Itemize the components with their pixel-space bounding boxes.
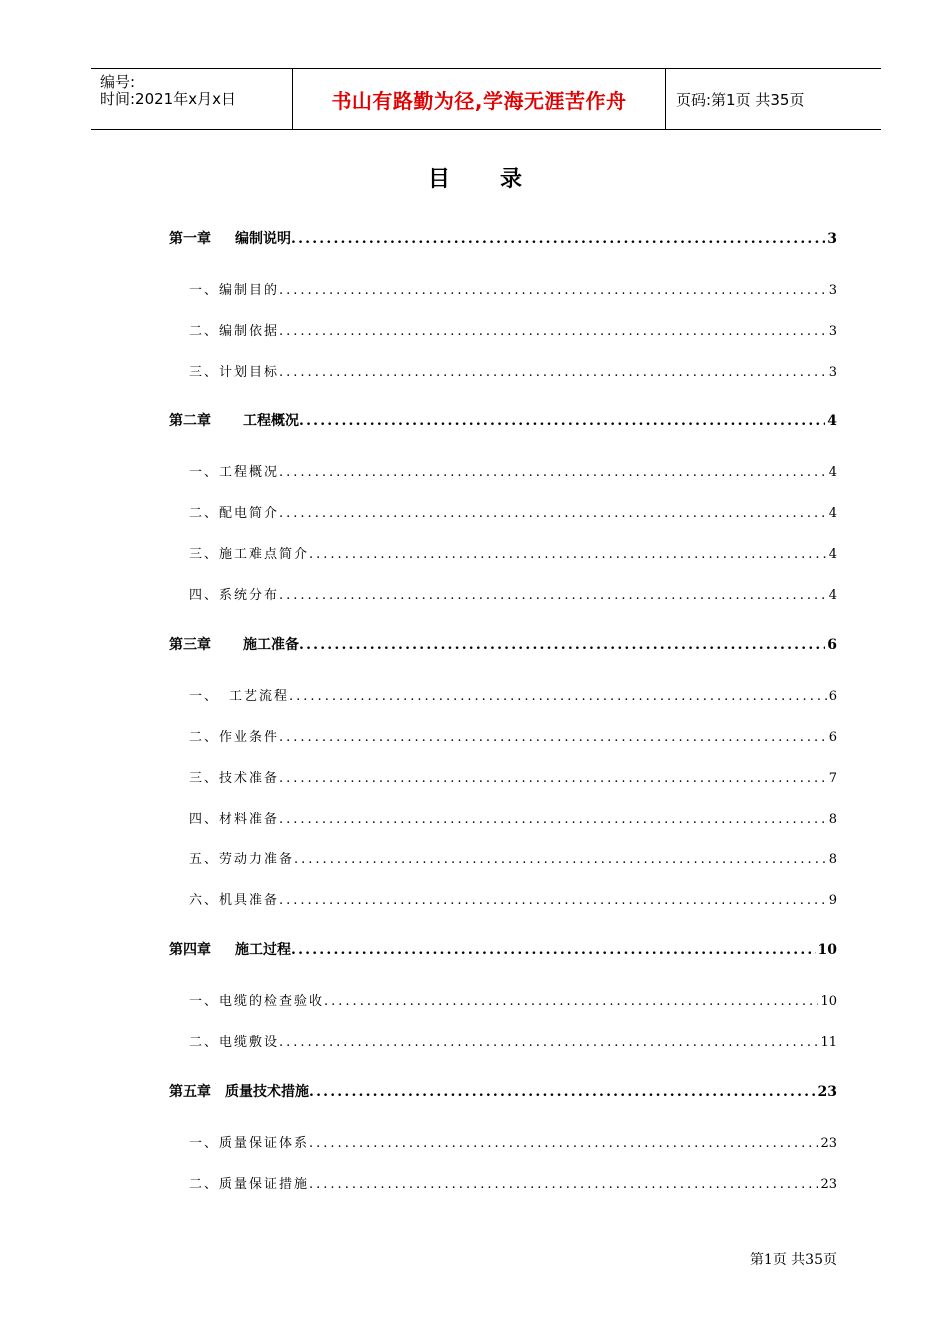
toc-entry-title: 编制说明 [235, 231, 291, 247]
toc-dot-leader [279, 771, 827, 786]
toc-entry-number: 一、 [189, 994, 220, 1009]
header-motto: 书山有路勤为径,学海无涯苦作舟 [293, 69, 666, 129]
toc-entry-number: 第三章 [169, 637, 211, 653]
toc-chapter-entry[interactable] [169, 634, 837, 654]
toc-dot-leader [309, 1177, 818, 1192]
toc-entry-title: 工程概况 [219, 465, 280, 480]
toc-entry-page-number: 3 [828, 365, 837, 380]
toc-section-entry[interactable] [189, 320, 837, 339]
toc-dot-leader [291, 942, 816, 958]
toc-section-entry[interactable] [189, 767, 837, 786]
toc-title-part1: 目 [427, 167, 450, 192]
toc-entry-page-number: 7 [828, 771, 837, 786]
toc-entry-page-number: 8 [828, 852, 837, 867]
toc-entry-number: 三、 [189, 365, 220, 380]
toc-entry-number: 三、 [189, 547, 220, 562]
toc-entry-number: 三、 [189, 771, 220, 786]
toc-section-entry[interactable] [189, 502, 837, 521]
toc-entry-page-number: 6 [828, 730, 837, 745]
toc-dot-leader [279, 506, 827, 521]
toc-entry-number: 五、 [189, 852, 220, 867]
toc-dot-leader [291, 231, 825, 247]
toc-entry-number: 二、 [189, 1177, 220, 1192]
toc-dot-leader [279, 893, 827, 908]
toc-entry-page-number: 4 [828, 588, 837, 603]
toc-chapter-entry[interactable] [169, 1081, 837, 1101]
toc-entry-number: 第四章 [169, 942, 211, 958]
toc-entry-page-number: 4 [828, 465, 837, 480]
toc-entry-page-number: 10 [820, 994, 837, 1009]
toc-section-entry[interactable] [189, 584, 837, 603]
toc-entry-page-number: 10 [817, 942, 837, 958]
toc-entry-title: 质量保证措施 [219, 1177, 310, 1192]
toc-dot-leader [279, 588, 827, 603]
toc-section-entry[interactable] [189, 279, 837, 298]
toc-entry-number: 二、 [189, 324, 220, 339]
toc-section-entry[interactable] [189, 848, 837, 867]
toc-section-entry[interactable] [189, 808, 837, 827]
toc-title-part2: 录 [500, 167, 523, 192]
page-footer: 第1页 共35页 [749, 1252, 837, 1268]
toc-entry-page-number: 23 [817, 1084, 837, 1100]
toc-entry-number: 四、 [189, 588, 220, 603]
toc-entry-title: 系统分布 [219, 588, 280, 603]
toc-dot-leader [279, 812, 827, 827]
toc-dot-leader [279, 324, 827, 339]
toc-dot-leader [309, 1136, 818, 1151]
toc-entry-number: 二、 [189, 506, 220, 521]
toc-entry-title: 技术准备 [219, 771, 280, 786]
toc-entry-title: 电缆的检查验收 [219, 994, 325, 1009]
toc-section-entry[interactable] [189, 361, 837, 380]
toc-entry-number: 六、 [189, 893, 220, 908]
toc-section-entry[interactable] [189, 990, 837, 1009]
toc-chapter-entry[interactable] [169, 228, 837, 248]
toc-entry-page-number: 3 [827, 231, 837, 247]
toc-dot-leader [279, 1035, 818, 1050]
toc-entry-number: 二、 [189, 730, 220, 745]
toc-dot-leader [309, 1084, 816, 1100]
toc-entry-page-number: 6 [827, 637, 837, 653]
toc-dot-leader [279, 730, 827, 745]
toc-dot-leader [294, 852, 827, 867]
toc-dot-leader [309, 547, 827, 562]
toc-entry-number: 一、 [189, 283, 220, 298]
toc-entry-page-number: 23 [820, 1177, 837, 1192]
toc-entry-page-number: 4 [827, 413, 837, 429]
toc-entry-title: 电缆敷设 [219, 1035, 280, 1050]
toc-entry-number: 第五章 [169, 1084, 211, 1100]
toc-section-entry[interactable] [189, 1132, 837, 1151]
toc-entry-title: 编制依据 [219, 324, 280, 339]
toc-dot-leader [324, 994, 818, 1009]
toc-entry-number: 一、 [189, 465, 220, 480]
toc-entry-number: 第一章 [169, 231, 211, 247]
toc-dot-leader [279, 365, 827, 380]
header-page-info: 页码:第1页 共35页 [676, 90, 805, 109]
toc-entry-page-number: 9 [828, 893, 837, 908]
toc-entry-title: 工艺流程 [229, 689, 290, 704]
toc-entry-title: 编制目的 [219, 283, 280, 298]
toc-entry-title: 材料准备 [219, 812, 280, 827]
toc-entry-title: 作业条件 [219, 730, 280, 745]
toc-entry-page-number: 4 [828, 547, 837, 562]
toc-entry-title: 质量技术措施 [225, 1084, 309, 1100]
toc-entry-title: 施工过程 [235, 942, 291, 958]
toc-entry-title: 工程概况 [243, 413, 299, 429]
toc-section-entry[interactable] [189, 726, 837, 745]
toc-dot-leader [299, 637, 825, 653]
document-time-label: 时间:2021年x月x日 [100, 90, 236, 108]
toc-entry-title: 机具准备 [219, 893, 280, 908]
toc-entry-title: 质量保证体系 [219, 1136, 310, 1151]
toc-section-entry[interactable] [189, 543, 837, 562]
toc-entry-title: 配电简介 [219, 506, 280, 521]
toc-entry-title: 施工难点简介 [219, 547, 310, 562]
toc-entry-title: 劳动力准备 [219, 852, 295, 867]
toc-dot-leader [279, 283, 827, 298]
toc-entry-number: 四、 [189, 812, 220, 827]
toc-entry-number: 二、 [189, 1035, 220, 1050]
toc-entry-number: 第二章 [169, 413, 211, 429]
toc-entry-title: 计划目标 [219, 365, 280, 380]
toc-dot-leader [279, 465, 827, 480]
toc-chapter-entry[interactable] [169, 410, 837, 430]
toc-entry-page-number: 3 [828, 283, 837, 298]
toc-section-entry[interactable] [189, 461, 837, 480]
toc-section-entry[interactable] [189, 889, 837, 908]
toc-section-entry[interactable] [189, 685, 837, 704]
toc-entry-number: 一、 [189, 689, 220, 704]
toc-entry-title: 施工准备 [243, 637, 299, 653]
toc-entry-page-number: 6 [828, 689, 837, 704]
toc-dot-leader [299, 413, 825, 429]
toc-section-entry[interactable] [189, 1173, 837, 1192]
document-number-label: 编号: [100, 73, 136, 91]
toc-chapter-entry[interactable] [169, 939, 837, 959]
toc-dot-leader [289, 689, 827, 704]
toc-entry-page-number: 4 [828, 506, 837, 521]
toc-entry-page-number: 23 [820, 1136, 837, 1151]
toc-entry-page-number: 11 [820, 1035, 837, 1050]
toc-entry-page-number: 8 [828, 812, 837, 827]
toc-entry-page-number: 3 [828, 324, 837, 339]
toc-entry-number: 一、 [189, 1136, 220, 1151]
toc-section-entry[interactable] [189, 1031, 837, 1050]
